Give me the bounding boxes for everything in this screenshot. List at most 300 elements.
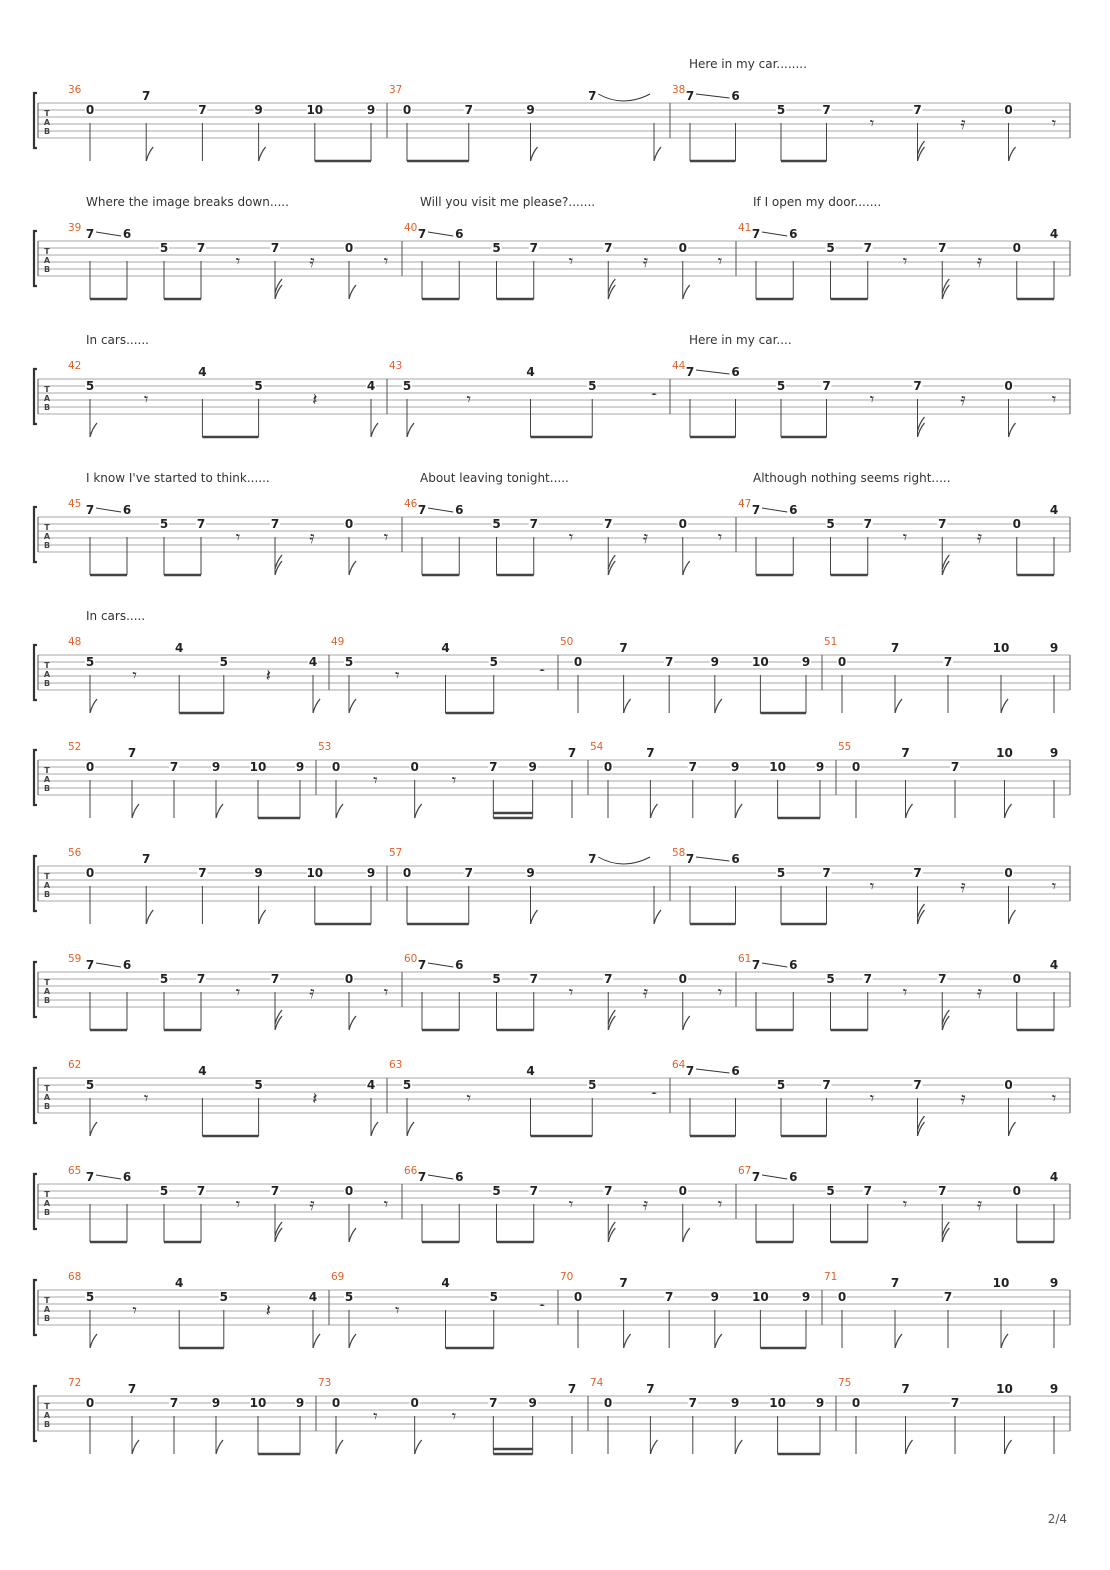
tab-clef-letter: B [43, 679, 51, 688]
fret-number: 7 [198, 103, 207, 117]
rest-symbol: 𝄽 [265, 1301, 272, 1321]
fret-number: 9 [366, 866, 376, 880]
fret-number: 4 [1049, 958, 1059, 972]
tab-system [34, 1165, 1070, 1242]
fret-number: 0 [573, 1290, 583, 1304]
tab-clef-letter: B [43, 541, 51, 550]
note-flag [918, 423, 925, 437]
fret-number: 5 [826, 1184, 835, 1198]
fret-number: 7 [913, 866, 922, 880]
tab-clef-letter: T [44, 661, 50, 670]
rest-symbol: 𝄾 [383, 252, 389, 272]
fret-number: 0 [603, 760, 613, 774]
rest-symbol: 𝄽 [312, 1089, 318, 1109]
tab-clef-letter: A [43, 394, 51, 403]
fret-number: 7 [863, 972, 872, 986]
fret-number: 7 [85, 958, 95, 972]
tab-clef-letter: A [43, 1305, 51, 1314]
note-flag [90, 423, 97, 437]
note-flag [132, 804, 139, 818]
fret-number: 10 [249, 1396, 267, 1410]
fret-number: 7 [588, 852, 597, 866]
fret-number: 7 [822, 103, 831, 117]
fret-number: 5 [776, 103, 786, 117]
tab-clef-letter: B [43, 403, 51, 412]
note-flag [918, 1122, 925, 1136]
fret-number: 6 [789, 503, 798, 517]
fret-number: 7 [417, 227, 427, 241]
fret-number: 0 [1012, 241, 1021, 255]
fret-number: 5 [254, 379, 263, 393]
measure-number: 74 [590, 1377, 604, 1389]
tab-clef-letter: B [43, 1314, 51, 1323]
measure-number: 57 [389, 847, 403, 859]
rest-symbol: 𝄽 [265, 666, 272, 686]
fret-number: 7 [751, 1170, 761, 1184]
note-flag [683, 285, 690, 299]
fret-number: 9 [731, 760, 740, 774]
system-bracket [34, 750, 37, 805]
fret-number: 7 [85, 227, 95, 241]
fret-number: 7 [938, 1184, 947, 1198]
rest-symbol: 𝄾 [466, 1089, 472, 1109]
fret-number: 7 [127, 1382, 137, 1396]
measure-number: 55 [838, 741, 852, 753]
fret-number: 9 [1049, 1276, 1059, 1290]
tab-clef-letter: A [43, 775, 51, 784]
measure-number: 44 [672, 360, 686, 372]
system-bracket [34, 962, 37, 1017]
fret-number: 6 [789, 227, 798, 241]
fret-number: 4 [366, 379, 376, 393]
tab-clef-letter: T [44, 523, 50, 532]
fret-number: 5 [826, 241, 835, 255]
measure-number: 66 [404, 1165, 418, 1177]
fret-number: 7 [913, 103, 922, 117]
note-flag [349, 699, 356, 713]
note-flag [918, 910, 925, 924]
fret-number: 9 [254, 866, 263, 880]
system-bracket [34, 1386, 37, 1441]
rest-symbol: 𝄿 [642, 1195, 649, 1215]
note-flag [942, 1016, 949, 1030]
rest-symbol: 𝄿 [309, 1195, 315, 1215]
note-flag [906, 804, 913, 818]
rest-symbol: 𝄾 [869, 390, 875, 410]
note-flag [683, 1228, 690, 1242]
fret-number: 5 [776, 1078, 786, 1092]
measure-number: 60 [404, 953, 418, 965]
note-flag [371, 1122, 378, 1136]
note-flag [650, 1440, 657, 1454]
fret-number: 7 [938, 517, 947, 531]
note-flag [895, 1334, 902, 1348]
fret-number: 6 [122, 1170, 132, 1184]
fret-number: 7 [464, 103, 473, 117]
slide-line [96, 963, 121, 967]
note-flag [275, 561, 282, 575]
slide-line [762, 508, 787, 512]
lyric-text: About leaving tonight..... [420, 471, 569, 485]
lyric-text: In cars..... [86, 609, 146, 623]
note-flag [90, 1122, 97, 1136]
note-flag [90, 1334, 97, 1348]
fret-number: 7 [270, 241, 280, 255]
fret-number: 7 [270, 517, 280, 531]
fret-number: 4 [198, 1064, 207, 1078]
slide-line [696, 370, 730, 374]
rest-symbol: 𝄾 [466, 390, 472, 410]
fret-number: 5 [159, 517, 169, 531]
note-flag [1009, 423, 1016, 437]
note-flag [415, 1440, 422, 1454]
rest-symbol: 𝄼 [651, 1087, 657, 1103]
fret-number: 0 [1004, 866, 1013, 880]
fret-number: 10 [306, 866, 324, 880]
rest-symbol: 𝄾 [869, 114, 875, 134]
slide-line [96, 1175, 121, 1179]
fret-number: 0 [851, 760, 861, 774]
lyric-text: In cars...... [86, 333, 149, 347]
fret-number: 7 [142, 89, 151, 103]
system-bracket [34, 231, 37, 286]
tab-clef-letter: B [43, 1102, 51, 1111]
lyric-text: Where the image breaks down..... [86, 195, 289, 209]
tab-system [34, 84, 1070, 161]
fret-number: 5 [776, 379, 786, 393]
measure-number: 64 [672, 1059, 686, 1071]
fret-number: 7 [529, 241, 538, 255]
fret-number: 0 [1012, 1184, 1021, 1198]
fret-number: 7 [604, 517, 613, 531]
fret-number: 0 [85, 103, 95, 117]
note-flag [1009, 1122, 1016, 1136]
measure-number: 70 [560, 1271, 574, 1283]
lyric-text: If I open my door....... [753, 195, 882, 209]
fret-number: 4 [308, 1290, 318, 1304]
system-bracket [34, 645, 37, 700]
note-flag [608, 285, 615, 299]
fret-number: 7 [665, 655, 674, 669]
rest-symbol: 𝄾 [717, 252, 723, 272]
tab-clef-letter: T [44, 766, 50, 775]
fret-number: 9 [1049, 641, 1059, 655]
fret-number: 7 [646, 1382, 655, 1396]
fret-number: 7 [822, 1078, 831, 1092]
tab-clef-letter: T [44, 1190, 50, 1199]
fret-number: 7 [198, 866, 207, 880]
note-flag [624, 1334, 631, 1348]
measure-number: 56 [68, 847, 82, 859]
rest-symbol: 𝄾 [143, 390, 149, 410]
tab-clef-letter: T [44, 978, 50, 987]
fret-number: 7 [270, 972, 280, 986]
fret-number: 0 [402, 103, 412, 117]
fret-number: 7 [685, 89, 695, 103]
fret-number: 9 [526, 866, 535, 880]
rest-symbol: 𝄾 [394, 666, 400, 686]
measure-number: 36 [68, 84, 82, 96]
rest-symbol: 𝄿 [976, 983, 983, 1003]
measure-number: 46 [404, 498, 418, 510]
note-flag [715, 1334, 722, 1348]
note-flag [146, 910, 153, 924]
note-flag [216, 1440, 223, 1454]
slide-line [96, 508, 121, 512]
fret-number: 5 [159, 1184, 169, 1198]
tab-clef-letter: A [43, 532, 51, 541]
rest-symbol: 𝄾 [717, 983, 723, 1003]
measure-number: 71 [824, 1271, 838, 1283]
rest-symbol: 𝄾 [394, 1301, 400, 1321]
fret-number: 5 [776, 866, 786, 880]
fret-number: 6 [731, 852, 740, 866]
fret-number: 4 [1049, 1170, 1059, 1184]
note-flag [608, 561, 615, 575]
note-flag [654, 147, 661, 161]
slide-line [428, 508, 453, 512]
fret-number: 0 [344, 972, 354, 986]
fret-number: 6 [731, 89, 740, 103]
rest-symbol: 𝄾 [568, 983, 574, 1003]
measure-number: 52 [68, 741, 82, 753]
fret-number: 0 [1004, 1078, 1013, 1092]
rest-symbol: 𝄾 [902, 983, 908, 1003]
fret-number: 6 [122, 227, 132, 241]
measure-number: 68 [68, 1271, 82, 1283]
fret-number: 9 [710, 1290, 719, 1304]
fret-number: 5 [588, 1078, 597, 1092]
fret-number: 0 [1012, 972, 1021, 986]
fret-number: 9 [1049, 1382, 1059, 1396]
tab-clef-letter: A [43, 256, 51, 265]
tie-arc [598, 94, 650, 101]
fret-number: 0 [678, 1184, 687, 1198]
fret-number: 7 [604, 972, 613, 986]
fret-number: 5 [85, 1078, 95, 1092]
measure-number: 42 [68, 360, 82, 372]
rest-symbol: 𝄾 [902, 528, 908, 548]
tab-system [34, 1377, 1070, 1454]
measure-number: 41 [738, 222, 752, 234]
fret-number: 7 [417, 503, 427, 517]
fret-number: 4 [175, 1276, 184, 1290]
fret-number: 10 [752, 1290, 769, 1304]
rest-symbol: 𝄾 [373, 1407, 378, 1427]
rest-symbol: 𝄿 [960, 1089, 966, 1109]
fret-number: 9 [295, 1396, 305, 1410]
slide-line [696, 94, 730, 98]
note-flag [918, 147, 925, 161]
tab-system [34, 1271, 1070, 1348]
slide-line [96, 232, 121, 236]
rest-symbol: 𝄾 [235, 528, 241, 548]
measure-number: 58 [672, 847, 686, 859]
rest-symbol: 𝄿 [976, 1195, 983, 1215]
note-flag [1005, 1440, 1012, 1454]
fret-number: 7 [169, 1396, 179, 1410]
tab-clef-letter: T [44, 1084, 50, 1093]
fret-number: 7 [196, 972, 206, 986]
fret-number: 7 [863, 517, 872, 531]
fret-number: 7 [913, 379, 922, 393]
fret-number: 7 [901, 746, 910, 760]
note-flag [624, 699, 631, 713]
system-bracket [34, 507, 37, 562]
fret-number: 0 [678, 972, 687, 986]
fret-number: 6 [789, 958, 798, 972]
tab-clef-letter: T [44, 1296, 50, 1305]
fret-number: 7 [751, 227, 761, 241]
fret-number: 5 [159, 241, 169, 255]
fret-number: 4 [1049, 503, 1059, 517]
fret-number: 7 [943, 655, 953, 669]
note-flag [275, 285, 282, 299]
tab-system [34, 498, 1070, 575]
fret-number: 9 [801, 655, 811, 669]
rest-symbol: 𝄿 [960, 390, 966, 410]
fret-number: 7 [938, 241, 947, 255]
fret-number: 7 [489, 760, 498, 774]
fret-number: 5 [219, 655, 228, 669]
system-bracket [34, 856, 37, 911]
fret-number: 7 [169, 760, 179, 774]
fret-number: 0 [410, 760, 419, 774]
slide-line [762, 963, 787, 967]
fret-number: 7 [751, 503, 761, 517]
fret-number: 7 [688, 1396, 697, 1410]
fret-number: 9 [731, 1396, 740, 1410]
fret-number: 9 [815, 1396, 825, 1410]
system-bracket [34, 369, 37, 424]
fret-number: 0 [837, 1290, 847, 1304]
note-flag [349, 1334, 356, 1348]
tab-clef-letter: A [43, 1199, 51, 1208]
fret-number: 9 [211, 760, 221, 774]
rest-symbol: 𝄼 [651, 388, 657, 404]
measure-number: 54 [590, 741, 604, 753]
tab-clef-letter: B [43, 265, 51, 274]
fret-number: 7 [913, 1078, 922, 1092]
fret-number: 7 [270, 1184, 280, 1198]
note-flag [349, 1228, 356, 1242]
fret-number: 0 [837, 655, 847, 669]
fret-number: 6 [122, 958, 132, 972]
measure-number: 65 [68, 1165, 82, 1177]
rest-symbol: 𝄾 [902, 1195, 908, 1215]
note-flag [259, 147, 266, 161]
fret-number: 9 [1049, 746, 1059, 760]
rest-symbol: 𝄾 [373, 771, 378, 791]
fret-number: 6 [731, 365, 740, 379]
fret-number: 4 [441, 1276, 450, 1290]
slide-line [428, 232, 453, 236]
fret-number: 5 [492, 517, 501, 531]
rest-symbol: 𝄾 [717, 528, 723, 548]
measure-number: 72 [68, 1377, 82, 1389]
fret-number: 7 [142, 852, 151, 866]
fret-number: 9 [211, 1396, 221, 1410]
rest-symbol: 𝄾 [568, 528, 574, 548]
measure-number: 38 [672, 84, 686, 96]
tab-system [34, 741, 1070, 818]
tab-clef-letter: B [43, 890, 51, 899]
measure-number: 73 [318, 1377, 332, 1389]
fret-number: 9 [526, 103, 535, 117]
fret-number: 10 [752, 655, 769, 669]
note-flag [407, 423, 414, 437]
fret-number: 10 [249, 760, 267, 774]
rest-symbol: 𝄿 [309, 983, 315, 1003]
note-flag [715, 699, 722, 713]
measure-number: 51 [824, 636, 838, 648]
slide-line [762, 232, 787, 236]
fret-number: 5 [344, 655, 354, 669]
fret-number: 9 [528, 1396, 537, 1410]
fret-number: 6 [455, 503, 464, 517]
fret-number: 6 [122, 503, 132, 517]
fret-number: 0 [402, 866, 412, 880]
note-flag [216, 804, 223, 818]
note-flag [349, 1016, 356, 1030]
system-bracket [34, 1174, 37, 1229]
fret-number: 0 [678, 241, 687, 255]
note-flag [942, 285, 949, 299]
fret-number: 7 [685, 852, 695, 866]
tab-system [34, 847, 1070, 924]
note-flag [415, 804, 422, 818]
note-flag [371, 423, 378, 437]
fret-number: 7 [822, 866, 831, 880]
rest-symbol: 𝄼 [539, 1299, 545, 1315]
fret-number: 7 [529, 1184, 538, 1198]
fret-number: 7 [588, 89, 597, 103]
fret-number: 7 [567, 1382, 577, 1396]
note-flag [132, 1440, 139, 1454]
rest-symbol: 𝄾 [451, 771, 457, 791]
fret-number: 10 [306, 103, 324, 117]
fret-number: 4 [441, 641, 450, 655]
fret-number: 5 [826, 972, 835, 986]
note-flag [349, 285, 356, 299]
note-flag [336, 1440, 343, 1454]
fret-number: 7 [665, 1290, 674, 1304]
fret-number: 4 [198, 365, 207, 379]
fret-number: 0 [85, 866, 95, 880]
tab-clef-letter: B [43, 1420, 51, 1429]
rest-symbol: 𝄾 [869, 1089, 875, 1109]
measure-number: 43 [389, 360, 403, 372]
page-number: 2/4 [1047, 1512, 1067, 1526]
rest-symbol: 𝄿 [976, 252, 983, 272]
fret-number: 7 [685, 1064, 695, 1078]
system-bracket [34, 1068, 37, 1123]
slide-line [696, 1069, 730, 1073]
note-flag [942, 1228, 949, 1242]
fret-number: 10 [769, 1396, 786, 1410]
rest-symbol: 𝄾 [383, 528, 389, 548]
fret-number: 0 [344, 517, 354, 531]
measure-number: 59 [68, 953, 82, 965]
fret-number: 7 [85, 503, 95, 517]
fret-number: 7 [85, 1170, 95, 1184]
fret-number: 5 [85, 1290, 95, 1304]
slide-line [428, 1175, 453, 1179]
fret-number: 6 [731, 1064, 740, 1078]
lyric-text: Here in my car.... [689, 333, 792, 347]
note-flag [906, 1440, 913, 1454]
rest-symbol: 𝄾 [235, 252, 241, 272]
